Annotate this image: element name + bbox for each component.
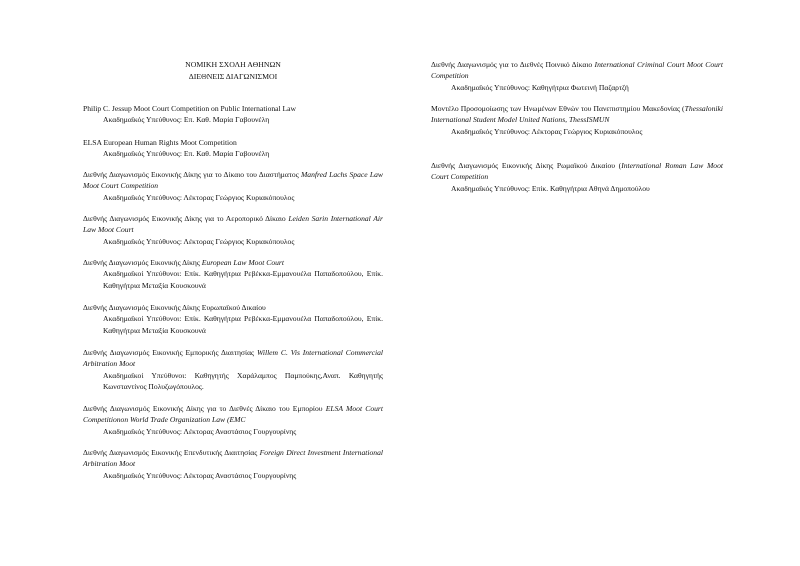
- competition-title: Διεθνής Διαγωνισμός Εικονικής Δίκης European Law Moot Court: [83, 258, 284, 267]
- academic-supervisor: Ακαδημαϊκός Υπεύθυνος: Λέκτορας Γεώργιος Κυριακόπουλος: [103, 236, 295, 246]
- competition-entry: [83, 302, 383, 336]
- competition-title: Διεθνής Διαγωνισμός Εικονικής Δίκης για το Αεροπορικό Δίκαιο Leiden Sarin International Air Law Moot Court: [83, 214, 383, 235]
- academic-supervisor: Ακαδημαϊκός Υπεύθυνος: Λέκτορας Γεώργιος Κυριακόπουλος: [451, 126, 643, 136]
- competition-entry: [83, 103, 383, 126]
- section-title: ΔΙΕΘΝΕΙΣ ΔΙΑΓΩΝΙΣΜΟΙ: [188, 71, 278, 81]
- academic-supervisor: Ακαδημαϊκοί Υπεύθυνοι: Καθηγητής Χαράλαμπος Παμπούκης,Αναπ. Καθηγητής Κωνσταντίνος Πολυζωγόπουλος.: [103, 370, 383, 391]
- school-title: ΝΟΜΙΚΗ ΣΧΟΛΗ ΑΘΗΝΩΝ: [185, 60, 281, 69]
- competition-title: Διεθνής Διαγωνισμός Εικονικής Δίκης Ρωμαϊκού Δικαίου (International Roman Law Moot Court Competition: [431, 161, 723, 182]
- competition-entry: [431, 103, 723, 137]
- competition-title: Διεθνής Διαγωνισμός Εικονικής Δίκης για το Διεθνές Δίκαιο του Εμπορίου ELSA Moot Court Competitionon World Trade Organization Law (EMC: [83, 404, 383, 425]
- competition-title: Διεθνής Διαγωνισμός για το Διεθνές Ποινικό Δίκαιο International Criminal Court Moot Court Competition: [431, 60, 723, 81]
- academic-supervisor: Ακαδημαϊκός Υπεύθυνος: Επ. Καθ. Μαρία Γαβουνέλη: [103, 149, 270, 159]
- competition-entry: [83, 169, 383, 203]
- competition-entry: [431, 160, 723, 194]
- competition-title: Διεθνής Διαγωνισμός Εικονικής Εμπορικής Διαιτησίας Willem C. Vis International Commercial Arbitration Moot: [83, 348, 383, 369]
- competition-entry: [83, 347, 383, 392]
- competition-entry: [431, 59, 723, 93]
- competition-entry: [83, 447, 383, 481]
- academic-supervisor: Ακαδημαϊκοί Υπεύθυνοι: Επίκ. Καθηγήτρια Ρεβέκκα-Εμμανουέλα Παπαδοπούλου, Επίκ. Καθηγήτρια Μεταξία Κουσκουνά: [103, 314, 383, 335]
- competition-title: Μοντέλο Προσομοίωσης των Ηνωμένων Εθνών του Πανεπιστημίου Μακεδονίας (Thessaloniki International Student Model United Nations, ThessISMUN: [431, 104, 723, 125]
- competition-entry: [83, 213, 383, 247]
- competition-title: ELSA European Human Rights Moot Competition: [83, 138, 237, 147]
- competition-title: Διεθνής Διαγωνισμός Εικονικής Δίκης για το Δίκαιο του Διαστήματος Manfred Lachs Space Law Moot Court Competition: [83, 170, 383, 191]
- competition-title: Διεθνής Διαγωνισμός Εικονικής Δίκης Ευρωπαϊκού Δικαίου: [83, 303, 266, 312]
- academic-supervisor: Ακαδημαϊκός Υπεύθυνος: Λέκτορας Αναστάσιος Γουργουρίνης: [103, 470, 297, 480]
- competition-entry: [83, 257, 383, 291]
- academic-supervisor: Ακαδημαϊκός Υπεύθυνος: Λέκτορας Αναστάσιος Γουργουρίνης: [103, 426, 297, 436]
- page-header: [83, 59, 383, 82]
- academic-supervisor: Ακαδημαϊκός Υπεύθυνος: Επ. Καθ. Μαρία Γαβουνέλη: [103, 115, 270, 125]
- academic-supervisor: Ακαδημαϊκός Υπεύθυνος: Επίκ. Καθηγήτρια Αθηνά Δημοπούλου: [451, 183, 650, 193]
- competition-entry: [83, 403, 383, 437]
- academic-supervisor: Ακαδημαϊκός Υπεύθυνος: Λέκτορας Γεώργιος Κυριακόπουλος: [103, 192, 295, 202]
- academic-supervisor: Ακαδημαϊκοί Υπεύθυνοι: Επίκ. Καθηγήτρια Ρεβέκκα-Εμμανουέλα Παπαδοπούλου, Επίκ. Καθηγήτρια Μεταξία Κουσκουνά: [103, 269, 383, 290]
- academic-supervisor: Ακαδημαϊκός Υπεύθυνος: Καθηγήτρια Φωτεινή Παζαρτζή: [451, 82, 629, 92]
- competition-entry: [83, 137, 383, 160]
- competition-title: Διεθνής Διαγωνισμός Εικονικής Επενδυτικής Διαιτησίας Foreign Direct Investment International Arbitration Moot: [83, 448, 383, 469]
- competition-title: Philip C. Jessup Moot Court Competition on Public International Law: [83, 104, 297, 113]
